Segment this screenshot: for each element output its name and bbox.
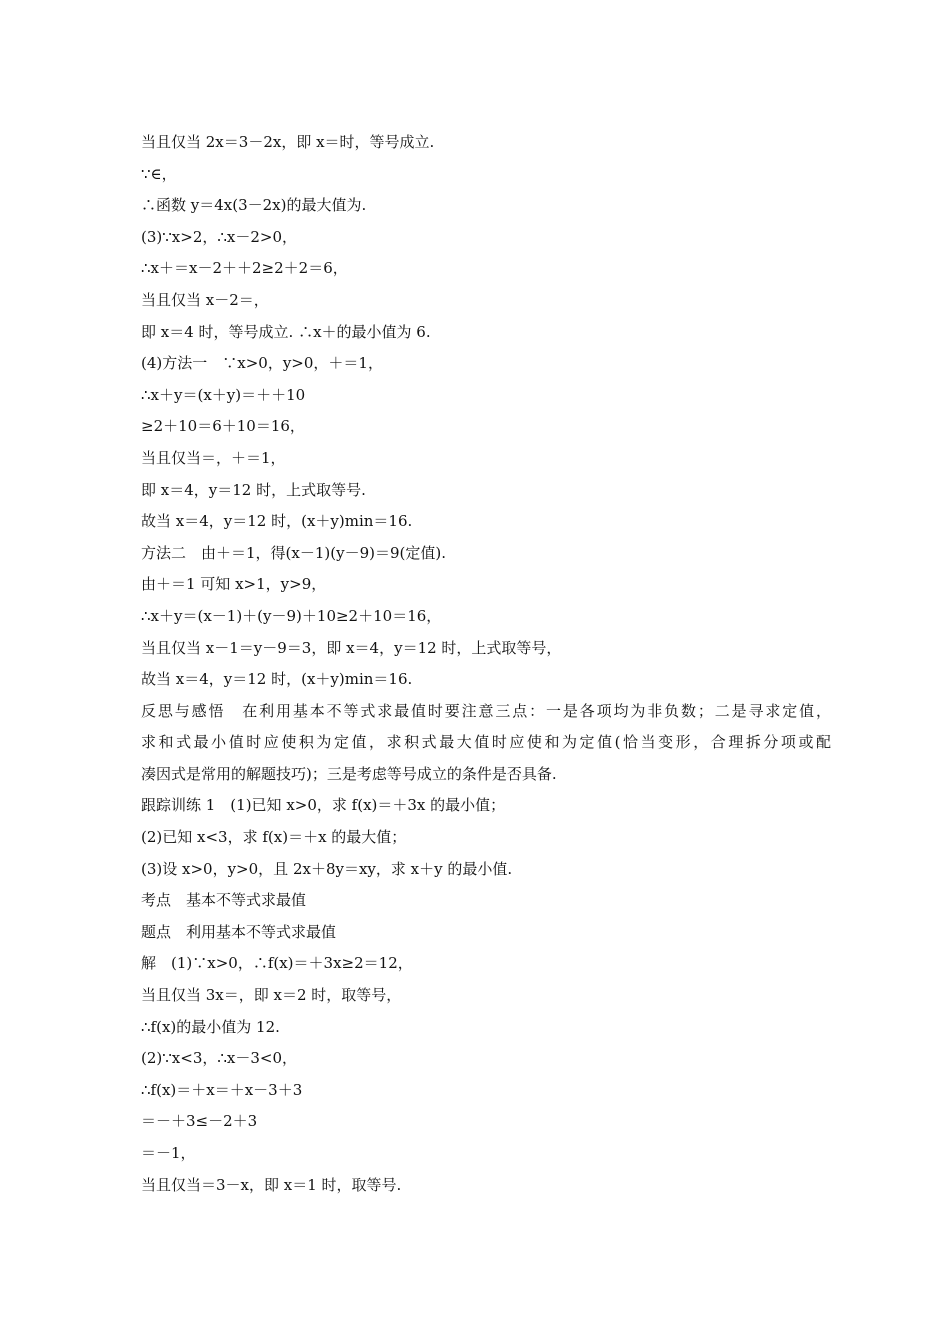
- solution-start: 解 (1)∵x>0，∴f(x)＝＋3x≥2＝12，: [141, 954, 413, 973]
- text-line: ∴x＋y＝(x－1)＋(y－9)＋10≥2＋10＝16，: [141, 606, 442, 625]
- text-line: 由＋＝1 可知 x>1，y>9，: [141, 575, 327, 594]
- text-line: 当且仅当＝，＋＝1，: [141, 448, 286, 467]
- text-line: ∴函数 y＝4x(3－2x)的最大值为.: [141, 196, 367, 215]
- exercise-heading: 跟踪训练 1 (1)已知 x>0，求 f(x)＝＋3x 的最小值；: [141, 796, 506, 815]
- text-line: ∴f(x)的最小值为 12.: [141, 1017, 280, 1036]
- text-line: 故当 x＝4，y＝12 时，(x＋y)min＝16.: [141, 512, 413, 531]
- reflection-paragraph-line: 反思与感悟 在利用基本不等式求最值时要注意三点：一是各项均为非负数；二是寻求定值，: [141, 701, 831, 720]
- text-line: 当且仅当 2x＝3－2x，即 x＝时，等号成立.: [141, 133, 435, 151]
- text-line: 当且仅当＝3－x，即 x＝1 时，取等号.: [141, 1175, 402, 1194]
- topic-label: 考点 基本不等式求最值: [141, 891, 307, 910]
- text-line: ∴x＋y＝(x＋y)＝＋＋10: [141, 385, 306, 404]
- text-line: ＝－1，: [141, 1144, 196, 1162]
- text-line: ∴x＋＝x－2＋＋2≥2＋2＝6，: [141, 259, 348, 278]
- text-line: 当且仅当 3x＝，即 x＝2 时，取等号，: [141, 986, 402, 1005]
- text-line: (3)∵x>2，∴x－2>0，: [141, 227, 298, 246]
- text-line: (2)∵x<3，∴x－3<0，: [141, 1049, 298, 1068]
- text-line: 当且仅当 x－2＝，: [141, 290, 269, 309]
- text-line: (4)方法一 ∵x>0，y>0，＋＝1，: [141, 354, 383, 373]
- text-line: 即 x＝4 时，等号成立. ∴x＋的最小值为 6.: [141, 322, 431, 341]
- text-line: (2)已知 x<3，求 f(x)＝＋x 的最大值；: [141, 828, 407, 847]
- reflection-paragraph-line: 求和式最小值时应使积为定值，求积式最大值时应使和为定值(恰当变形，合理拆分项或配: [141, 733, 831, 752]
- text-line: ＝－＋3≤－2＋3: [141, 1112, 258, 1131]
- subtopic-label: 题点 利用基本不等式求最值: [141, 922, 337, 941]
- text-line: 方法二 由＋＝1，得(x－1)(y－9)＝9(定值).: [141, 543, 446, 562]
- text-line: 故当 x＝4，y＝12 时，(x＋y)min＝16.: [141, 670, 413, 689]
- text-line: ∵∈，: [141, 164, 177, 183]
- text-line: 当且仅当 x－1＝y－9＝3，即 x＝4，y＝12 时，上式取等号，: [141, 638, 562, 657]
- document-body: [141, 127, 831, 1201]
- text-line: 即 x＝4，y＝12 时，上式取等号.: [141, 480, 366, 499]
- reflection-paragraph-line: 凑因式是常用的解题技巧)；三是考虑等号成立的条件是否具备.: [141, 764, 557, 783]
- text-line: (3)设 x>0，y>0，且 2x＋8y＝xy，求 x＋y 的最小值.: [141, 859, 513, 878]
- text-line: ∴f(x)＝＋x＝＋x－3＋3: [141, 1080, 303, 1099]
- text-line: ≥2＋10＝6＋10＝16，: [141, 417, 305, 436]
